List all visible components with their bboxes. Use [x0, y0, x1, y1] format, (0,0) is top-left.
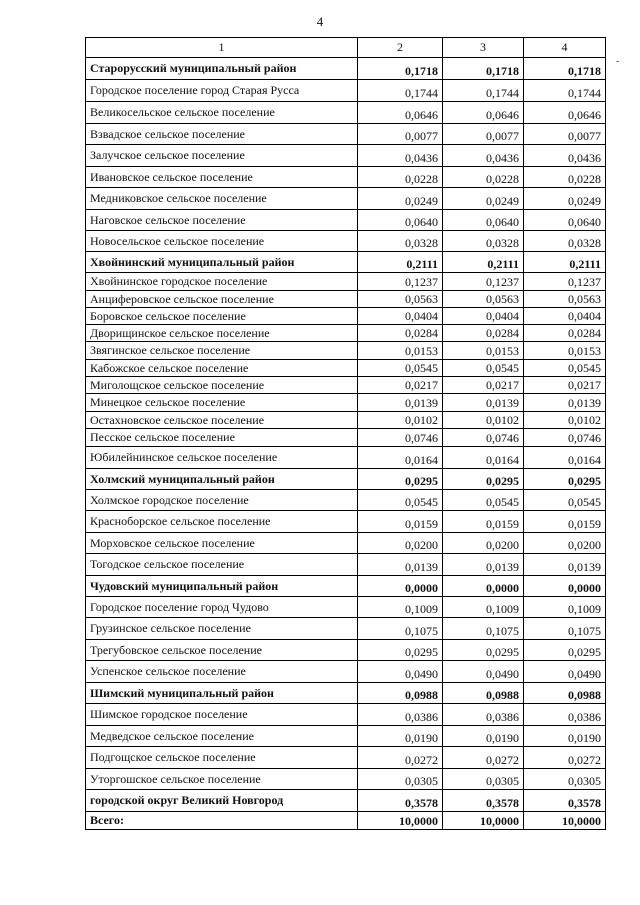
- row-name-cell: Ивановское сельское поселение: [86, 167, 358, 188]
- row-name-cell: Наговское сельское поселение: [86, 210, 358, 231]
- table-row: [86, 167, 606, 188]
- row-value-col4: 0,0153: [524, 342, 606, 360]
- row-value-col3: 0,0190: [443, 726, 524, 747]
- row-value-col3: 0,0272: [443, 747, 524, 769]
- page-number: 4: [316, 14, 324, 29]
- table-row: [86, 597, 606, 618]
- row-name-cell: Песское сельское поселение: [86, 429, 358, 447]
- row-value-col2: 0,1237: [358, 273, 443, 291]
- row-value-col3: 0,1718: [443, 58, 524, 80]
- row-value-col2: 0,0386: [358, 704, 443, 726]
- table-row-total: [86, 683, 606, 704]
- row-name-cell: Залучское сельское поселение: [86, 145, 358, 167]
- row-name-cell: Городское поселение город Старая Русса: [86, 80, 358, 102]
- row-value-col2: 0,0190: [358, 726, 443, 747]
- table-row: [86, 102, 606, 124]
- row-value-col3: 0,0139: [443, 554, 524, 576]
- row-value-col4: 0,0545: [524, 360, 606, 377]
- row-name-cell: Грузинское сельское поселение: [86, 618, 358, 640]
- row-value-col2: 0,0200: [358, 533, 443, 554]
- column-header-4: 4: [524, 38, 606, 58]
- row-value-col2: 0,0746: [358, 429, 443, 447]
- row-value-col2: 0,1009: [358, 597, 443, 618]
- row-value-col2: 0,0295: [358, 640, 443, 661]
- row-value-col3: 0,0139: [443, 394, 524, 412]
- row-name-cell: Новосельское сельское поселение: [86, 231, 358, 252]
- table-row: [86, 325, 606, 342]
- row-value-col2: 0,0436: [358, 145, 443, 167]
- row-value-col3: 0,0000: [443, 576, 524, 597]
- row-value-col3: 0,0159: [443, 511, 524, 533]
- row-value-col3: 0,0404: [443, 308, 524, 325]
- row-value-col4: 0,0000: [524, 576, 606, 597]
- table-row: [86, 124, 606, 145]
- row-name-cell: Краснoборское сельское поселение: [86, 511, 358, 533]
- row-value-col4: 0,0305: [524, 769, 606, 790]
- column-header-1: 1: [86, 38, 358, 58]
- row-value-col4: 0,0164: [524, 447, 606, 469]
- table-row: [86, 747, 606, 769]
- table-row-total: [86, 469, 606, 490]
- row-name-cell: городской округ Великий Новгород: [86, 790, 358, 812]
- row-name-cell: Остахновское сельское поселение: [86, 412, 358, 429]
- table-row: [86, 661, 606, 683]
- table-row-total: [86, 812, 606, 830]
- row-value-col2: 0,0102: [358, 412, 443, 429]
- row-name-cell: Трегубовское сельское поселение: [86, 640, 358, 661]
- row-value-col4: 0,0249: [524, 188, 606, 210]
- row-value-col3: 0,0436: [443, 145, 524, 167]
- row-value-col4: 0,0228: [524, 167, 606, 188]
- row-name-cell: Тогодское сельское поселение: [86, 554, 358, 576]
- row-value-col3: 10,0000: [443, 812, 524, 830]
- row-value-col2: 0,0563: [358, 291, 443, 308]
- table-row: [86, 377, 606, 394]
- row-name-cell: Боровское сельское поселение: [86, 308, 358, 325]
- column-header-2: 2: [358, 38, 443, 58]
- row-value-col3: 0,1009: [443, 597, 524, 618]
- row-value-col2: 0,0284: [358, 325, 443, 342]
- row-value-col2: 0,1075: [358, 618, 443, 640]
- row-name-cell: Звягинское сельское поселение: [86, 342, 358, 360]
- row-value-col2: 0,3578: [358, 790, 443, 812]
- row-value-col4: 0,0490: [524, 661, 606, 683]
- row-name-cell: Всего:: [86, 812, 358, 830]
- table-row-total: [86, 576, 606, 597]
- column-header-3: 3: [443, 38, 524, 58]
- row-value-col4: 0,1075: [524, 618, 606, 640]
- row-value-col2: 0,0305: [358, 769, 443, 790]
- row-name-cell: Подгощское сельское поселение: [86, 747, 358, 769]
- row-value-col4: 0,0988: [524, 683, 606, 704]
- row-value-col3: 0,0284: [443, 325, 524, 342]
- table-row: [86, 533, 606, 554]
- row-name-cell: Взвадское сельское поселение: [86, 124, 358, 145]
- row-value-col4: 0,0077: [524, 124, 606, 145]
- row-name-cell: Минецкое сельское поселение: [86, 394, 358, 412]
- row-value-col3: 0,0328: [443, 231, 524, 252]
- row-value-col2: 0,0545: [358, 360, 443, 377]
- row-value-col4: 0,0284: [524, 325, 606, 342]
- row-name-cell: Кабожское сельское поселение: [86, 360, 358, 377]
- row-value-col4: 0,0404: [524, 308, 606, 325]
- row-value-col4: 0,0102: [524, 412, 606, 429]
- row-value-col3: 0,1075: [443, 618, 524, 640]
- row-value-col4: 0,1009: [524, 597, 606, 618]
- row-value-col2: 0,0159: [358, 511, 443, 533]
- row-value-col3: 0,0295: [443, 640, 524, 661]
- table-row: [86, 308, 606, 325]
- row-name-cell: Хвойнинский муниципальный район: [86, 252, 358, 273]
- row-value-col2: 0,1744: [358, 80, 443, 102]
- row-value-col3: 0,1744: [443, 80, 524, 102]
- table-row: [86, 342, 606, 360]
- table-row: [86, 273, 606, 291]
- row-value-col4: 0,0545: [524, 490, 606, 511]
- row-value-col4: 0,0139: [524, 394, 606, 412]
- row-value-col3: 0,0988: [443, 683, 524, 704]
- row-value-col3: 0,0305: [443, 769, 524, 790]
- row-value-col3: 0,0545: [443, 360, 524, 377]
- row-value-col2: 0,0228: [358, 167, 443, 188]
- table-row: [86, 210, 606, 231]
- row-value-col3: 0,0200: [443, 533, 524, 554]
- table-row: [86, 511, 606, 533]
- table-row: [86, 640, 606, 661]
- row-value-col4: 0,0746: [524, 429, 606, 447]
- row-value-col2: 0,0217: [358, 377, 443, 394]
- row-value-col2: 0,0153: [358, 342, 443, 360]
- row-value-col4: 0,0640: [524, 210, 606, 231]
- row-name-cell: Медниковское сельское поселение: [86, 188, 358, 210]
- row-value-col3: 0,0228: [443, 167, 524, 188]
- table-row-total: [86, 58, 606, 80]
- row-value-col4: 0,0272: [524, 747, 606, 769]
- row-value-col3: 0,0217: [443, 377, 524, 394]
- row-name-cell: Уторгошское сельское поселение: [86, 769, 358, 790]
- table-row-total: [86, 252, 606, 273]
- row-value-col4: 0,1718: [524, 58, 606, 80]
- row-value-col4: 0,2111: [524, 252, 606, 273]
- row-value-col2: 0,0077: [358, 124, 443, 145]
- table-row: [86, 726, 606, 747]
- table-row: [86, 704, 606, 726]
- row-name-cell: Хвойнинское городское поселение: [86, 273, 358, 291]
- distribution-table: [85, 37, 606, 830]
- table-row: [86, 291, 606, 308]
- row-name-cell: Миголощское сельское поселение: [86, 377, 358, 394]
- row-value-col3: 0,0164: [443, 447, 524, 469]
- table-row: [86, 429, 606, 447]
- row-name-cell: Успенское сельское поселение: [86, 661, 358, 683]
- row-value-col2: 0,0640: [358, 210, 443, 231]
- row-name-cell: Юбилейнинское сельское поселение: [86, 447, 358, 469]
- row-value-col4: 0,0200: [524, 533, 606, 554]
- row-value-col2: 0,0404: [358, 308, 443, 325]
- row-value-col4: 0,0328: [524, 231, 606, 252]
- row-value-col3: 0,1237: [443, 273, 524, 291]
- table-row: [86, 360, 606, 377]
- table-row-total: [86, 790, 606, 812]
- row-name-cell: Анциферовское сельское поселение: [86, 291, 358, 308]
- table-row: [86, 412, 606, 429]
- table-header-row: [86, 38, 606, 58]
- row-name-cell: Холмское городское поселение: [86, 490, 358, 511]
- table-row: [86, 145, 606, 167]
- table-row: [86, 490, 606, 511]
- row-value-col3: 0,0646: [443, 102, 524, 124]
- row-value-col4: 0,0295: [524, 640, 606, 661]
- row-value-col4: 10,0000: [524, 812, 606, 830]
- table-row: [86, 447, 606, 469]
- row-value-col4: 0,0436: [524, 145, 606, 167]
- row-value-col3: 0,0295: [443, 469, 524, 490]
- table-row: [86, 188, 606, 210]
- row-value-col2: 0,0328: [358, 231, 443, 252]
- row-value-col4: 0,0563: [524, 291, 606, 308]
- row-value-col3: 0,0102: [443, 412, 524, 429]
- row-value-col2: 0,0490: [358, 661, 443, 683]
- row-value-col3: 0,0545: [443, 490, 524, 511]
- row-value-col3: 0,0640: [443, 210, 524, 231]
- row-value-col2: 0,1718: [358, 58, 443, 80]
- row-value-col4: 0,3578: [524, 790, 606, 812]
- row-value-col4: 0,0386: [524, 704, 606, 726]
- row-value-col3: 0,3578: [443, 790, 524, 812]
- row-value-col2: 0,0164: [358, 447, 443, 469]
- row-value-col4: 0,0159: [524, 511, 606, 533]
- row-value-col4: 0,0295: [524, 469, 606, 490]
- row-value-col4: 0,1744: [524, 80, 606, 102]
- table-row: [86, 394, 606, 412]
- row-name-cell: Шимское городское поселение: [86, 704, 358, 726]
- row-name-cell: Старорусский муниципальный район: [86, 58, 358, 80]
- row-value-col2: 0,0272: [358, 747, 443, 769]
- row-value-col4: 0,0217: [524, 377, 606, 394]
- row-value-col3: 0,0077: [443, 124, 524, 145]
- row-name-cell: Медведское сельское поселение: [86, 726, 358, 747]
- row-value-col2: 0,0988: [358, 683, 443, 704]
- edge-mark: -: [616, 56, 620, 67]
- row-name-cell: Чудовский муниципальный район: [86, 576, 358, 597]
- table-row: [86, 80, 606, 102]
- row-value-col3: 0,0249: [443, 188, 524, 210]
- row-value-col4: 0,0646: [524, 102, 606, 124]
- row-value-col2: 0,0000: [358, 576, 443, 597]
- row-value-col3: 0,2111: [443, 252, 524, 273]
- row-value-col4: 0,0139: [524, 554, 606, 576]
- table-row: [86, 554, 606, 576]
- row-name-cell: Шимский муниципальный район: [86, 683, 358, 704]
- row-value-col2: 0,0646: [358, 102, 443, 124]
- row-name-cell: Великосельское сельское поселение: [86, 102, 358, 124]
- row-name-cell: Холмский муниципальный район: [86, 469, 358, 490]
- row-value-col4: 0,0190: [524, 726, 606, 747]
- row-name-cell: Дворищинское сельское поселение: [86, 325, 358, 342]
- table-row: [86, 231, 606, 252]
- row-value-col2: 10,0000: [358, 812, 443, 830]
- row-value-col3: 0,0563: [443, 291, 524, 308]
- row-value-col2: 0,0139: [358, 554, 443, 576]
- row-value-col4: 0,1237: [524, 273, 606, 291]
- table-row: [86, 769, 606, 790]
- row-value-col3: 0,0746: [443, 429, 524, 447]
- table-row: [86, 618, 606, 640]
- row-name-cell: Морховское сельское поселение: [86, 533, 358, 554]
- row-value-col2: 0,0139: [358, 394, 443, 412]
- row-value-col3: 0,0490: [443, 661, 524, 683]
- row-name-cell: Городское поселение город Чудово: [86, 597, 358, 618]
- row-value-col3: 0,0153: [443, 342, 524, 360]
- row-value-col2: 0,0249: [358, 188, 443, 210]
- row-value-col2: 0,0295: [358, 469, 443, 490]
- row-value-col2: 0,2111: [358, 252, 443, 273]
- row-value-col2: 0,0545: [358, 490, 443, 511]
- row-value-col3: 0,0386: [443, 704, 524, 726]
